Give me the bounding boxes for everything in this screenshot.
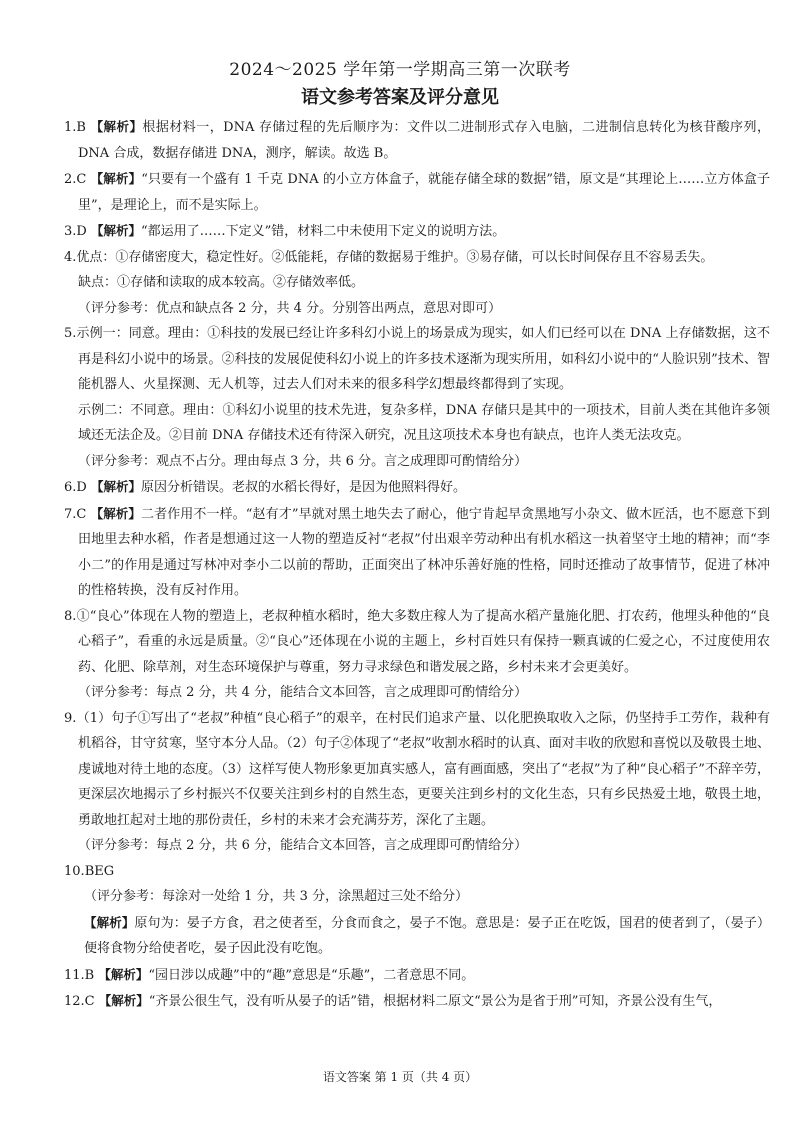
answer-number: 5. <box>64 326 77 341</box>
answer-text: 原句为：晏子方食，君之使者至，分食而食之，晏子不饱。意思是：晏子正在吃饭，国君的使者到了，（晏子）便将食物分给使者吃，晏子因此没有吃饱。 <box>84 915 770 956</box>
analysis-tag: 【解析】 <box>90 171 142 186</box>
analysis-tag: 【解析】 <box>90 479 141 494</box>
answer-7 <box>64 501 770 604</box>
answer-12 <box>64 988 770 1015</box>
answer-text: “都运用了……下定义”错，材料二中未使用下定义的说明方法。 <box>140 224 506 239</box>
answer-text: 根据材料一，DNA 存储过程的先后顺序为：文件以二进制形式存入电脑，二进制信息转化为核苷酸序列，DNA 合成，数据存储进 DNA，测序，解读。故选 B。 <box>78 120 770 161</box>
analysis-tag: 【解析】 <box>98 993 149 1008</box>
answer-number: 1.B <box>64 120 86 135</box>
answer-1 <box>64 114 770 166</box>
answer-number: 6.D <box>64 480 87 495</box>
answer-2 <box>64 166 770 218</box>
scoring-note-9: （评分参考：每点 2 分，共 6 分，能结合文本回答，言之成理即可酌情给分） <box>78 838 528 853</box>
answer-number: 10. <box>64 863 85 879</box>
answer-text: “只要有一个盛有 1 千克 DNA 的小立方体盒子，就能存储全球的数据”错，原文是“其理论上……立方体盒子里”，是理论上，而不是实际上。 <box>78 172 770 213</box>
answer-text: 原因分析错误。老叔的水稻长得好，是因为他照料得好。 <box>140 480 466 495</box>
answer-number: 11.B <box>64 967 95 983</box>
answer-8 <box>64 604 770 681</box>
answer-number: 7.C <box>64 506 87 522</box>
answer-text: 二者作用不一样。“赵有才”早就对黑土地失去了耐心，他宁肯起早贪黑地写小杂文、做木匠活，也不愿意下到田地里去种水稻，作者是想通过这一人物的塑造反衬“老叔”付出艰辛劳动种出有机水稻这一执着坚守土地的精神；而“李小二”的作用是通过写林冲对李小二以前的帮助，正面突出了林冲乐善好施的性格，同时还推动了故事情节，促进了林冲的性格转换，没有反衬作用。 <box>78 506 770 598</box>
answer-5 <box>64 321 770 398</box>
answer-number: 8. <box>64 608 77 624</box>
scoring-note-10: （评分参考：每涂对一处给 1 分，共 3 分，涂黑超过三处不给分） <box>84 889 469 904</box>
answer-text: ①“良心”体现在人物的塑造上，老叔种植水稻时，绝大多数庄稼人为了提高水稻产量施化肥、打农药，他埋头种他的“良心稻子”，看重的永远是质量。②“良心”还体现在小说的主题上，乡村百姓只有保持一颗真诚的仁爱之心，不过度使用农药、化肥、除草剂，对生态环境保护与尊重，努力寻求绿色和谐发展之路，乡村未来才会更美好。 <box>76 608 770 675</box>
answer-11 <box>64 962 770 989</box>
answer-number: 12.C <box>64 994 95 1009</box>
answer-text: （1）句子①写出了“老叔”种植“良心稻子”的艰辛，在村民们追求产量、以化肥换取收入之际，仍坚持手工劳作，栽种有机稻谷，甘守贫寒，坚守本分人品。（2）句子②体现了“老叔”收割水稻时的认真、面对丰收的欣慰和喜悦以及敬畏土地、虔诚地对待土地的态度。（3）这样写使人物形象更加真实感人，富有画面感，突出了“老叔”为了种“良心稻子”不辞辛劳，更深层次地揭示了乡村振兴不仅要关注到乡村的自然生态，更要关注到乡村的文化生态，只有乡民热爱土地，敬畏土地，勇敢地扛起对土地的那份责任，乡村的未来才会充满芬芳，深化了主题。 <box>76 710 770 828</box>
analysis-tag: 【解析】 <box>90 223 141 238</box>
page-footer: 语文答案 第 1 页（共 4 页） <box>322 1070 478 1084</box>
analysis-tag: 【解析】 <box>90 119 143 134</box>
answer-number: 9. <box>64 710 77 726</box>
analysis-tag: 【解析】 <box>98 966 149 982</box>
exam-title: 2024～2025 学年第一学期高三第一次联考 <box>229 60 571 80</box>
answer-4-cons: 缺点：①存储和读取的成本较高。②存储效率低。 <box>78 275 365 290</box>
answer-text: 优点：①存储密度大，稳定性好。②低能耗，存储的数据易于维护。③易存储，可以长时间保存且不容易丢失。 <box>76 249 714 265</box>
answer-10 <box>64 859 770 885</box>
answer-number: 3.D <box>64 224 87 239</box>
answer-number: 4. <box>64 249 77 265</box>
answer-10-analysis <box>64 910 770 962</box>
answer-3 <box>64 218 770 245</box>
answer-text: 示例一：同意。理由：①科技的发展已经让许多科幻小说上的场景成为现实，如人们已经可以在 DNA 上存储数据，这不再是科幻小说中的场景。②科技的发展促使科幻小说上的许多技术逐渐为现实所用，如科幻小说中的“人脸识别”技术、智能机器人、火星探测、无人机等，过去人们对未来的很多科学幻想最终都得到了实现。 <box>76 326 770 392</box>
answer-text: “齐景公很生气，没有听从晏子的话”错，根据材料二原文“景公为是省于刑”可知，齐景公没有生气， <box>148 994 722 1009</box>
answer-5-example-2: 示例二：不同意。理由：①科幻小说里的技术先进，复杂多样，DNA 存储只是其中的一项技术，目前人类在其他许多领域还无法企及。②目前 DNA 存储技术还有待深入研究，况且这项技术本身也有缺点，也许人类无法攻克。 <box>78 402 770 443</box>
analysis-tag: 【解析】 <box>90 505 141 521</box>
scoring-note-5: （评分参考：观点不占分。理由每点 3 分，共 6 分。言之成理即可酌情给分） <box>78 453 528 469</box>
answer-text: “园日涉以成趣”中的“趣”意思是“乐趣”，二者意思不同。 <box>148 967 475 983</box>
document-subtitle: 语文参考答案及评分意见 <box>301 87 499 108</box>
answer-9 <box>64 706 770 834</box>
answer-text: BEG <box>84 863 115 879</box>
answer-6 <box>64 474 770 501</box>
answer-number: 2.C <box>64 172 87 187</box>
scoring-note-4: （评分参考：优点和缺点各 2 分，共 4 分。分别答出两点，意思对即可） <box>78 300 502 316</box>
answer-4 <box>64 245 770 271</box>
answers-content <box>64 114 770 1015</box>
scoring-note-8: （评分参考：每点 2 分，共 4 分，能结合文本回答，言之成理即可酌情给分） <box>78 685 528 700</box>
analysis-tag: 【解析】 <box>84 914 135 930</box>
